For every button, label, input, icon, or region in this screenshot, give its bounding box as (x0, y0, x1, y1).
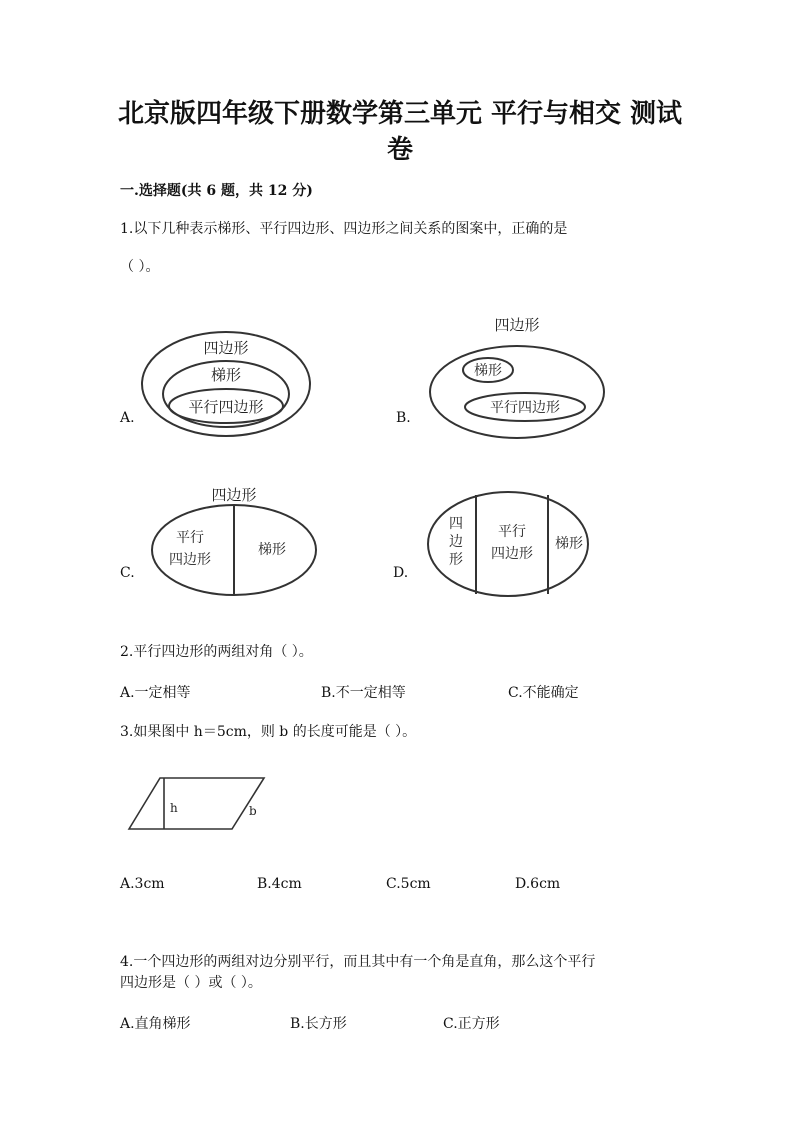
parallelogram (129, 778, 264, 829)
q3-option-b[interactable]: B.4cm (257, 876, 302, 892)
outer-label: 四边形 (494, 316, 540, 334)
question-1-blank: （ ）。 (120, 259, 160, 275)
left-label-line-2: 四边形 (169, 552, 211, 568)
middle-label: 梯形 (210, 366, 242, 384)
col2-label-line-1: 平行 (498, 524, 526, 540)
q4-option-b[interactable]: B.长方形 (290, 1016, 347, 1032)
q1-option-d-diagram[interactable] (426, 488, 596, 600)
col1-char-3: 形 (449, 552, 463, 568)
section-heading: 一.选择题(共 6 题，共 12 分) (120, 183, 313, 199)
q3-option-c[interactable]: C.5cm (386, 876, 431, 892)
outer-label: 四边形 (211, 486, 257, 504)
q1-option-d-label[interactable]: D. (393, 565, 409, 581)
side-label: b (249, 804, 257, 818)
right-label: 平行四边形 (490, 400, 560, 416)
outer-ellipse (430, 346, 604, 438)
inner-label: 平行四边形 (188, 398, 264, 416)
q2-option-c[interactable]: C.不能确定 (508, 685, 579, 701)
title-line-1: 北京版四年级下册数学第三单元 平行与相交 测试 (117, 99, 683, 129)
q3-parallelogram-figure (124, 775, 270, 833)
q3-option-a[interactable]: A.3cm (120, 876, 165, 892)
page-title (60, 96, 740, 168)
outer-label: 四边形 (203, 339, 249, 357)
q1-option-a-label[interactable]: A. (120, 410, 135, 426)
q4-option-a[interactable]: A.直角梯形 (120, 1016, 191, 1032)
q1-option-a-diagram[interactable] (138, 328, 318, 440)
col2-label-line-2: 四边形 (491, 546, 533, 562)
q2-option-b[interactable]: B.不一定相等 (321, 685, 406, 701)
q1-option-b-label[interactable]: B. (396, 410, 411, 426)
right-label: 梯形 (258, 542, 286, 558)
question-2-text: 2.平行四边形的两组对角（ ）。 (120, 644, 313, 660)
col1-char-1: 四 (449, 516, 463, 532)
left-label: 梯形 (474, 363, 502, 379)
left-label-line-1: 平行 (176, 530, 204, 546)
question-4-text-line-2: 四边形是（ ）或（ ）。 (120, 975, 262, 991)
q3-option-d[interactable]: D.6cm (515, 876, 561, 892)
question-4-text-line-1: 4.一个四边形的两组对边分别平行，而且其中有一个角是直角，那么这个平行 (120, 954, 596, 970)
q4-option-c[interactable]: C.正方形 (443, 1016, 500, 1032)
question-1-text: 1.以下几种表示梯形、平行四边形、四边形之间关系的图案中，正确的是 (120, 221, 568, 237)
col3-label: 梯形 (555, 536, 583, 552)
title-line-2: 卷 (386, 135, 413, 165)
height-label: h (170, 801, 178, 815)
question-3-text: 3.如果图中 h＝5cm，则 b 的长度可能是（ ）。 (120, 724, 417, 740)
q1-option-c-diagram[interactable] (148, 484, 318, 599)
col1-char-2: 边 (449, 534, 463, 550)
q1-option-b-diagram[interactable] (425, 310, 610, 440)
q2-option-a[interactable]: A.一定相等 (120, 685, 191, 701)
q1-option-c-label[interactable]: C. (120, 565, 135, 581)
